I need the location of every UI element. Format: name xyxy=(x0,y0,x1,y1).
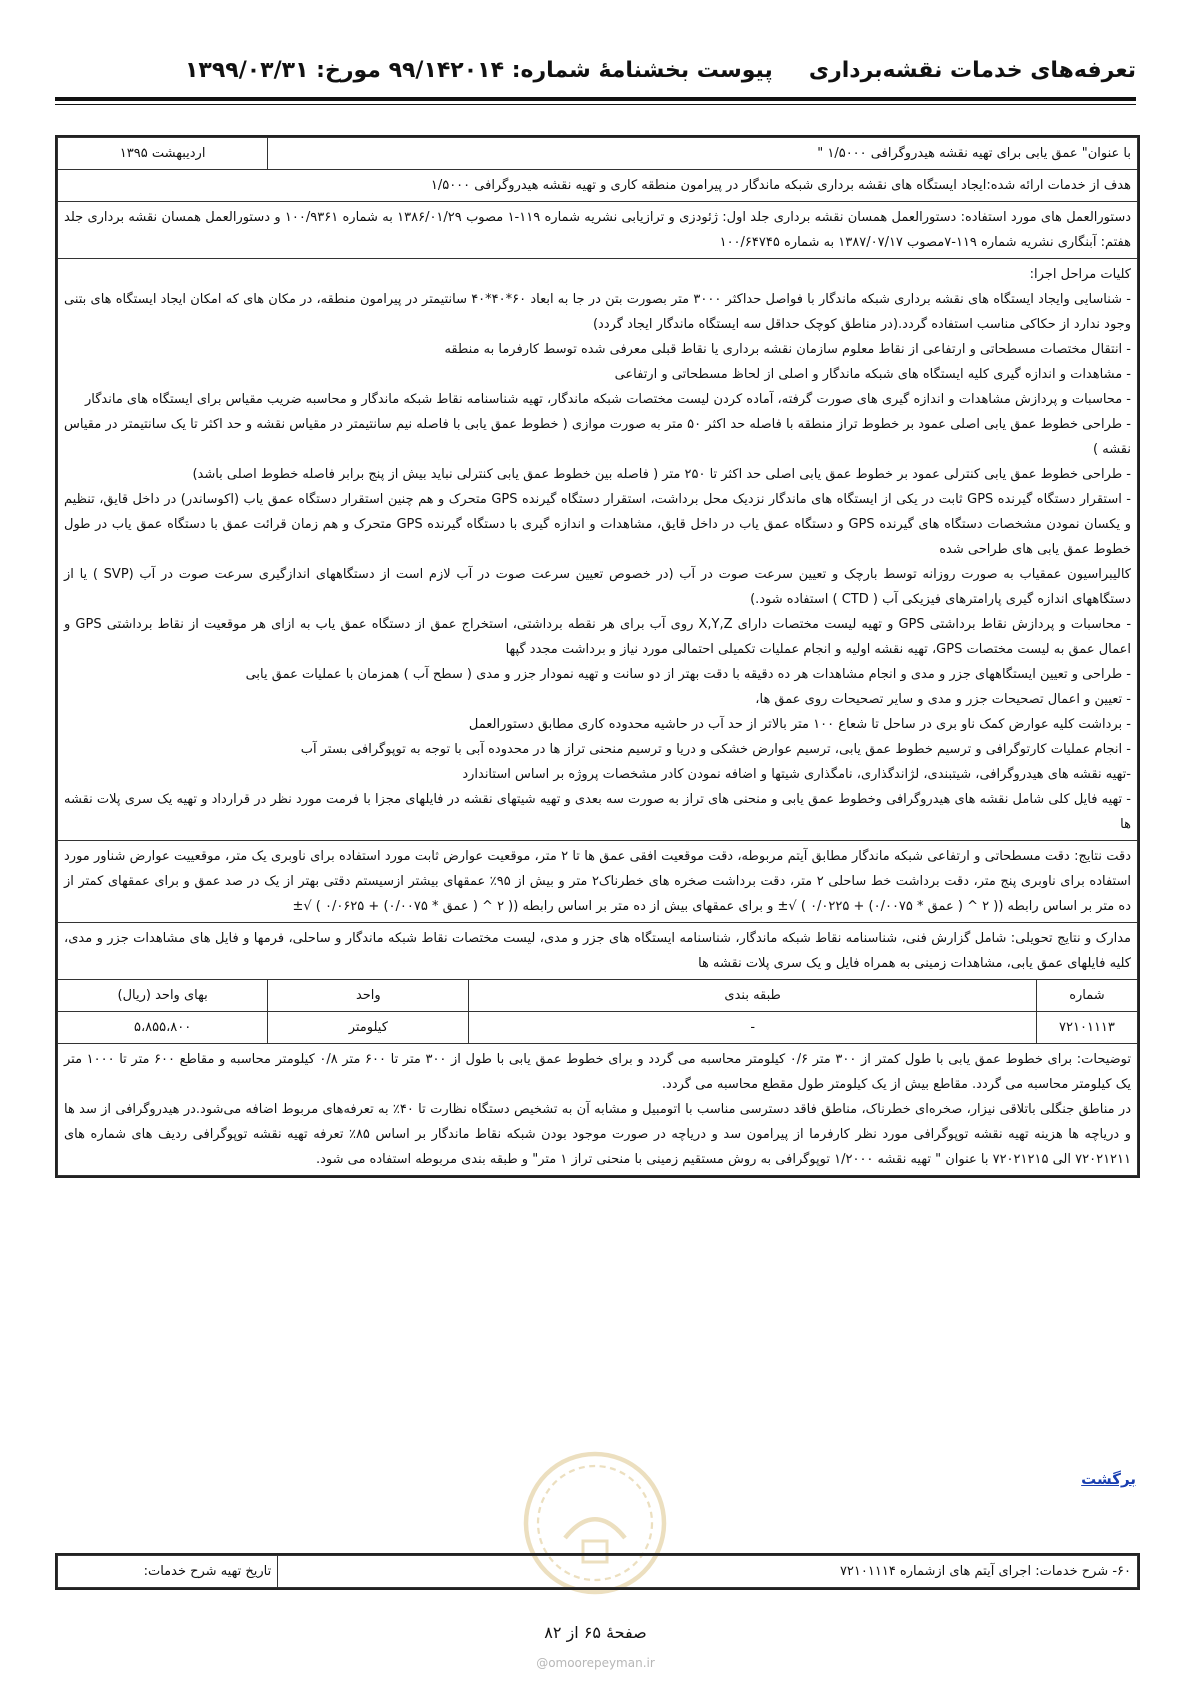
step-item: - محاسبات و پردازش نقاط برداشتی GPS و تهیه لیست مختصات دارای X,Y,Z روی آب برای هر نقطه برداشتی، استخراج عمق از دستگاه عمق یاب به ازای هر موقعیت از نقاط برداشتی GPS و اعمال عمق به لیست مختصات GPS، تهیه نقشه اولیه و انجام عملیات تکمیلی احتمالی مورد نیاز و برداشت مجدد گپها xyxy=(64,617,1132,657)
step-item: -تهیه نقشه های هیدروگرافی، شیتبندی، لژاندگذاری، نامگذاری شیتها و اضافه نمودن کادر مشخصات پروژه بر اساس استاندارد xyxy=(462,767,1131,782)
item-standards: دستورالعمل های مورد استفاده: دستورالعمل همسان نقشه برداری جلد اول: ژئودزی و ترازیابی نشریه شماره ۱۱۹-۱ مصوب ۱۳۸۶/۰۱/۲۹ به شماره ۱۰۰/۹۳۶۱ و دستورالعمل همسان نقشه برداری جلد هفتم: آبنگاری نشریه شماره ۱۱۹-۷مصوب ۱۳۸۷/۰۷/۱۷ به شماره ۱۰۰/۶۴۷۴۵ xyxy=(58,202,1138,259)
item-date: اردیبهشت ۱۳۹۵ xyxy=(58,138,268,170)
col-header-number: شماره xyxy=(1036,980,1137,1012)
step-item: - طراحی خطوط عمق یابی اصلی عمود بر خطوط تراز منطقه با فاصله حد اکثر ۵۰ متر به صورت موازی ( خطوط عمق یابی با فاصله نیم سانتیمتر در مقیاس نقشه و حد اکثر تا یک سانتیمتر در مقیاس نقشه ) xyxy=(64,417,1131,457)
watermark-text: @omoorepeyman.ir xyxy=(536,1656,655,1670)
next-item-description: ۶۰- شرح خدمات: اجرای آیتم های ازشماره ۷۲۱۰۱۱۱۴ xyxy=(278,1556,1138,1588)
steps-cell xyxy=(58,259,1138,841)
col-header-category: طبقه بندی xyxy=(469,980,1037,1012)
step-item: - مشاهدات و اندازه گیری کلیه ایستگاه های شبکه ماندگار و اصلی از لحاظ مسطحاتی و ارتفاعی xyxy=(614,367,1131,382)
step-item: - استقرار دستگاه گیرنده GPS ثابت در یکی از ایستگاه های ماندگار نزدیک محل برداشت، استقرار دستگاه گیرنده GPS متحرک و هم چنین استقرار دستگاه عمق یاب (اکوساندر) در داخل قایق، تنظیم و یکسان نمودن مشخصات دستگاه های گیرنده GPS و دستگاه عمق یاب در داخل قایق، مشاهدات و اندازه گیری با دستگاه گیرنده GPS متحرک و هم زمان قرائت عمق با دستگاه عمق یاب در طول خطوط عمق یابی های طراحی شده xyxy=(64,492,1131,557)
table-row xyxy=(58,1012,1138,1044)
page-header xyxy=(55,58,1136,92)
cell-price: ۵،۸۵۵،۸۰۰ xyxy=(58,1012,268,1044)
step-item: - شناسایی وایجاد ایستگاه های نقشه برداری شبکه ماندگار با فواصل حداکثر ۳۰۰۰ متر بصورت بتن در جا به ابعاد ۶۰*۴۰*۴۰ سانتیمتر در پیرامون منطقه، در مکان های که امکان ایجاد ایستگاه های بتنی وجود ندارد از حکاکی مناسب استفاده گردد.(در مناطق کوچک حداقل سه ایستگاه ماندگار ایجاد گردد) xyxy=(64,292,1131,332)
step-item: - طراحی و تعیین ایستگاههای جزر و مدی و انجام مشاهدات هر ده دقیقه با دقت بهتر از دو سانت و تهیه نمودار جزر و مدی ( سطح آب ) همزمان با عملیات عمق یابی xyxy=(245,667,1131,682)
next-item-frame xyxy=(55,1553,1140,1590)
step-item: - برداشت کلیه عوارض کمک ناو بری در ساحل تا شعاع ۱۰۰ متر بالاتر از حد آب در حاشیه محدوده کاری مطابق دستورالعمل xyxy=(468,717,1131,732)
col-header-price: بهای واحد (ریال) xyxy=(58,980,268,1012)
note-item: توضیحات: برای خطوط عمق یابی با طول کمتر از ۳۰۰ متر ۰/۶ کیلومتر محاسبه می گردد و برای خطوط عمق یابی با طول از ۳۰۰ متر تا ۶۰۰ متر ۰/۸ کیلومتر محاسبه و مقاطع ۶۰۰ متر تا ۱۰۰۰ متر یک کیلومتر محاسبه می گردد. مقاطع بیش از یک کیلومتر طول مقطع محاسبه می گردد. xyxy=(64,1052,1132,1092)
page-number: صفحهٔ ۶۵ از ۸۲ xyxy=(544,1623,647,1642)
deliverables-cell: مدارک و نتایج تحویلی: شامل گزارش فنی، شناسنامه نقاط شبکه ماندگار، شناسنامه ایستگاه های جزر و مدی، لیست مختصات نقاط شبکه ماندگار و ساحلی، فرمها و فایل های مشاهدات جزر و مدی، کلیه فایلهای عمق یابی، مشاهدات زمینی به همراه فایل و یک سری پلات نقشه ها xyxy=(58,923,1138,980)
back-link[interactable]: برگشت xyxy=(1081,1470,1136,1488)
header-circular: پیوست بخشنامهٔ شماره: ۹۹/۱۴۲۰۱۴ مورخ: ۱۳۹۹/۰۳/۳۱ xyxy=(185,58,773,83)
next-item-date-label: تاریخ تهیه شرح خدمات: xyxy=(58,1556,278,1588)
step-item: - تعیین و اعمال تصحیحات جزر و مدی و سایر تصحیحات روی عمق ها، xyxy=(755,692,1131,707)
note-item: در مناطق جنگلی باتلاقی نیزار، صخره‌ای خطرناک، مناطق فاقد دسترسی مناسب با اتومبیل و مشابه آن به تشخیص دستگاه نظارت تا ۴۰٪ به تعرفه‌های مربوط اضافه می‌شود.در هیدروگرافی از سد ها و دریاچه ها هزینه تهیه نقشه توپوگرافی مورد نظر کارفرما از پیرامون سد و دریاچه در صورت موجود بودن شبکه نقاط ماندگار بر اساس ۸۵٪ تعرفه تهیه نقشه توپوگرافی ردیف های شماره های ۷۲۰۲۱۲۱۱ الی ۷۲۰۲۱۲۱۵ با عنوان " تهیه نقشه ۱/۲۰۰۰ توپوگرافی به روش مستقیم زمینی با منحنی تراز ۱ متر" و طبقه بندی مربوطه استفاده می شود. xyxy=(64,1102,1132,1167)
next-item-table xyxy=(57,1555,1138,1588)
step-item: - انجام عملیات کارتوگرافی و ترسیم خطوط عمق یابی، ترسیم عوارض خشکی و دریا و ترسیم منحنی تراز ها در محدوده آبی با توجه به توپوگرافی بستر آب xyxy=(300,742,1131,757)
header-rule-thick xyxy=(55,97,1136,101)
cell-number: ۷۲۱۰۱۱۱۳ xyxy=(1036,1012,1137,1044)
item-table xyxy=(57,137,1138,1176)
header-title: تعرفه‌های خدمات نقشه‌برداری xyxy=(808,58,1136,83)
step-item: - انتقال مختصات مسطحاتی و ارتفاعی از نقاط معلوم سازمان نقشه برداری یا نقاط قبلی معرفی شده توسط کارفرما به منطقه xyxy=(444,342,1131,357)
step-item: - محاسبات و پردازش مشاهدات و اندازه گیری های صورت گرفته، آماده کردن لیست مختصات شبکه ماندگار، تهیه شناسنامه نقاط شبکه ماندگار و محاسبه ضریب مقیاس برای ایستگاه های ماندگار xyxy=(85,392,1131,407)
step-item: کالیبراسیون عمقیاب به صورت روزانه توسط بارچک و تعیین سرعت صوت در آب (در خصوص تعیین سرعت صوت در آب لازم است از دستگاههای اندازگیری سرعت صوت در آب (SVP ) یا از دستگاههای اندازه گیری پارامترهای فیزیکی آب ( CTD ) استفاده شود.) xyxy=(64,567,1131,607)
header-rule-thin xyxy=(55,104,1136,105)
steps-title: کلیات مراحل اجرا: xyxy=(1029,267,1131,282)
cell-category: - xyxy=(469,1012,1037,1044)
item-frame xyxy=(55,135,1140,1178)
notes-cell xyxy=(58,1044,1138,1176)
item-goal: هدف از خدمات ارائه شده:ایجاد ایستگاه های نقشه برداری شبکه ماندگار در پیرامون منطقه کاری و تهیه نقشه هیدروگرافی ۱/۵۰۰۰ xyxy=(58,170,1138,202)
step-item: - طراحی خطوط عمق یابی کنترلی عمود بر خطوط عمق یابی اصلی حد اکثر تا ۲۵۰ متر ( فاصله بین خطوط عمق یابی کنترلی نباید بیش از پنج برابر فاصله خطوط اصلی باشد) xyxy=(192,467,1131,482)
item-title: با عنوان" عمق یابی برای تهیه نقشه هیدروگرافی ۱/۵۰۰۰ " xyxy=(268,138,1138,170)
accuracy-cell: دقت نتایج: دقت مسطحاتی و ارتفاعی شبکه ماندگار مطابق آیتم مربوطه، دقت موقعیت افقی عمق ها تا ۲ متر، موقعیت عوارض ثابت مورد استفاده برای ناوبری یک متر، موقعییت عوارض شناور مورد استفاده برای ناوبری پنج متر، دقت برداشت خط ساحلی ۲ متر، دقت برداشت صخره های خطرناک۲ متر و بیش از ۹۵٪ عمقهای بیشتر ازسیستم دقتی بهتر از یک در صد عمق و برای عمقهای کمتر از ده متر بر اساس رابطه (( ۲ ^ ( عمق * ۰/۰۰۷۵) + ۰/۰۲۲۵ ) √± و برای عمقهای بیش از ده متر بر اساس رابطه (( ۲ ^ ( عمق * ۰/۰۰۷۵) + ۰/۰۶۲۵ ) √± xyxy=(58,841,1138,923)
col-header-unit: واحد xyxy=(268,980,469,1012)
cell-unit: کیلومتر xyxy=(268,1012,469,1044)
step-item: - تهیه فایل کلی شامل نقشه های هیدروگرافی وخطوط عمق یابی و منحنی های تراز به صورت سه بعدی و تهیه شیتهای نقشه در فایلهای مجزا با فرمت مورد نظر در قرارداد و تهیه یک سری پلات نقشه ها xyxy=(64,792,1131,832)
